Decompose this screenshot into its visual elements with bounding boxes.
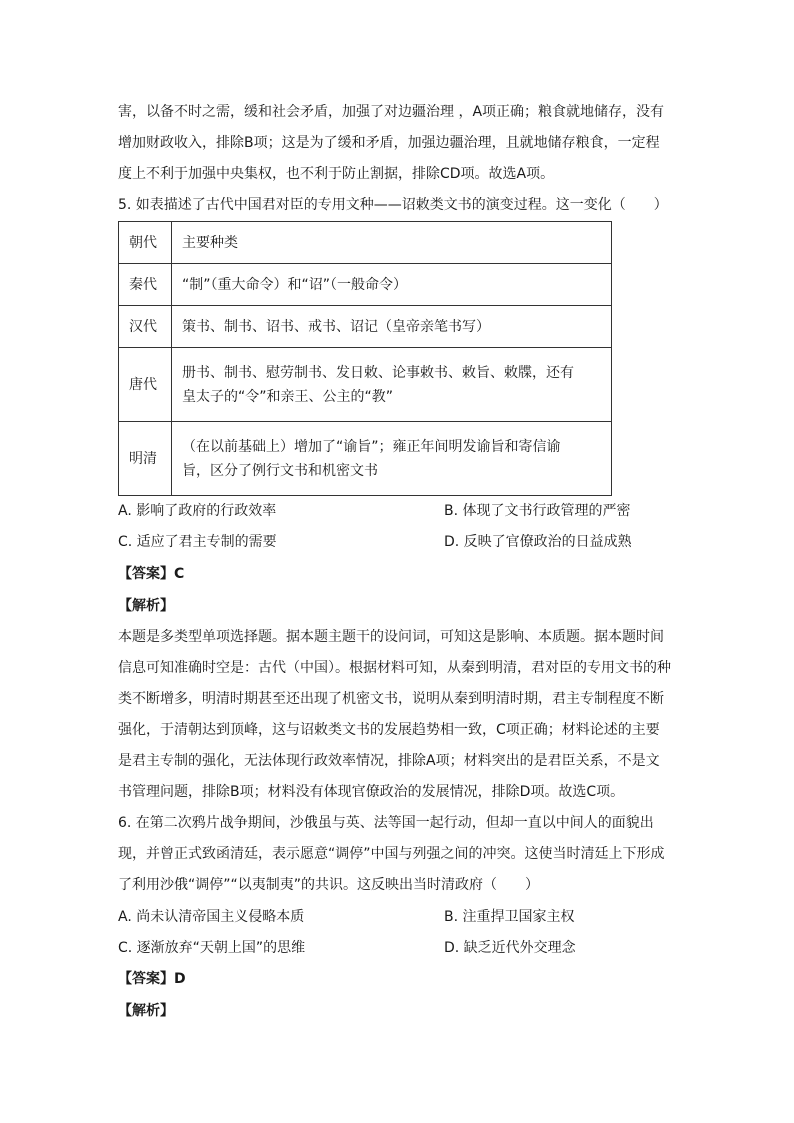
cell-line: （在以前基础上）增加了“谕旨”；雍正年间明发谕旨和寄信谕 <box>182 438 561 455</box>
text-line: 本题是多类型单项选择题。据本题主题干的设问词，可知这是影响、本质题。据本题时间 <box>118 629 664 645</box>
cell-line: 旨，区分了例行文书和机密文书 <box>182 462 378 479</box>
table-cell-dynasty: 秦代 <box>119 264 172 306</box>
question-6-stem: 现，并曾正式致函清廷，表示愿意“调停”中国与列强之间的冲突。这使当时清廷上下形成 <box>118 846 665 862</box>
table-cell-dynasty: 汉代 <box>119 306 172 348</box>
table-header-cell: 主要种类 <box>172 222 612 264</box>
q5-option-c: C. 适应了君主专制的需要 <box>118 534 277 550</box>
table-row <box>119 348 612 422</box>
q6-option-a: A. 尚未认清帝国主义侵略本质 <box>118 909 305 925</box>
cell-line: 册书、制书、慰劳制书、发日敕、论事敕书、敕旨、敕牒，还有 <box>182 364 574 381</box>
text-line: 强化，于清朝达到顶峰，这与诏敕类文书的发展趋势相一致，C项正确；材料论述的主要 <box>118 722 660 738</box>
text-line: 害，以备不时之需，缓和社会矛盾，加强了对边疆治理 ，A项正确；粮食就地储存，没有 <box>118 104 665 120</box>
question-5-stem: 5. 如表描述了古代中国君对臣的专用文种——诏敕类文书的演变过程。这一变化（ ） <box>118 197 668 213</box>
table-cell-types: 策书、制书、诏书、戒书、诏记（皇帝亲笔书写） <box>172 306 612 348</box>
text-line: 度上不利于加强中央集权，也不利于防止割据，排除CD项。故选A项。 <box>118 166 555 182</box>
text-line: 增加财政收入，排除B项；这是为了缓和矛盾，加强边疆治理，且就地储存粮食，一定程 <box>118 135 660 151</box>
table-row <box>119 306 612 348</box>
table-cell-dynasty: 明清 <box>119 422 172 496</box>
text-line: 是君主专制的强化，无法体现行政效率情况，排除A项；材料突出的是君臣关系，不是文 <box>118 753 660 769</box>
table-cell-types <box>172 348 612 422</box>
q5-analysis-title: 【解析】 <box>118 598 174 614</box>
text-line: 书管理问题，排除B项；材料没有体现官僚政治的发展情况，排除D项。故选C项。 <box>118 784 625 800</box>
text-line: 类不断增多，明清时期甚至还出现了机密文书，说明从秦到明清时期，君主专制程度不断 <box>118 691 664 707</box>
table-header-cell: 朝代 <box>119 222 172 264</box>
q6-answer: 【答案】D <box>118 971 186 987</box>
q6-option-d: D. 缺乏近代外交理念 <box>444 940 576 956</box>
q5-option-a: A. 影响了政府的行政效率 <box>118 503 277 519</box>
question-6-stem: 6. 在第二次鸦片战争期间，沙俄虽与英、法等国一起行动，但却一直以中间人的面貌出 <box>118 815 654 831</box>
q6-option-c: C. 逐渐放弃“天朝上国”的思维 <box>118 940 306 956</box>
text-line: 信息可知准确时空是：古代（中国）。根据材料可知，从秦到明清，君对臣的专用文书的种 <box>118 660 671 676</box>
table-header-row <box>119 222 612 264</box>
question-6-stem: 了利用沙俄“调停”“以夷制夷”的共识。这反映出当时清政府（ ） <box>118 877 540 893</box>
table-cell-types <box>172 422 612 496</box>
cell-line: 皇太子的“令”和亲王、公主的“教” <box>182 388 394 405</box>
q5-answer: 【答案】C <box>118 566 185 582</box>
q5-option-d: D. 反映了官僚政治的日益成熟 <box>444 534 632 550</box>
q5-option-b: B. 体现了文书行政管理的严密 <box>444 503 631 519</box>
table-cell-types: “制”（重大命令）和“诏”（一般命令） <box>172 264 612 306</box>
q6-option-b: B. 注重捍卫国家主权 <box>444 909 575 925</box>
table-row <box>119 422 612 496</box>
q6-analysis-title: 【解析】 <box>118 1003 174 1019</box>
edict-documents-table <box>118 221 612 496</box>
table-cell-dynasty: 唐代 <box>119 348 172 422</box>
table-row <box>119 264 612 306</box>
